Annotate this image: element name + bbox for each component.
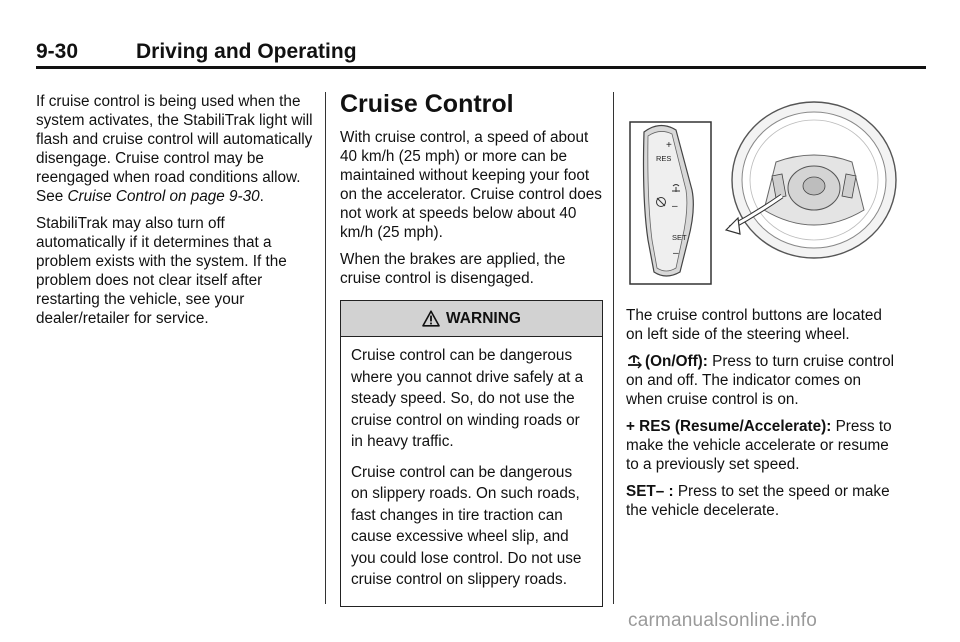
steering-wheel-icon [732, 102, 896, 258]
set-description: SET– : Press to set the speed or make the vehicle decelerate. [626, 483, 890, 519]
watermark: carmanualsonline.info [628, 610, 818, 631]
plus-glyph: + [666, 140, 672, 151]
buttons-location-paragraph: The cruise control buttons are located on left side of the steering wheel. [626, 307, 882, 343]
cruise-intro-paragraph: With cruise control, a speed of about 40 km/h (25 mph) or more can be maintained without keeping your foot on the accelerator. Cruise control does not work at speeds below about 40 km/h (25 mph). [340, 129, 602, 241]
page-header [36, 36, 926, 70]
steering-wheel-illustration [626, 90, 898, 292]
onoff-description: (On/Off): Press to turn cruise control on and off. The indicator comes on when cruise control is on. [626, 353, 895, 408]
middle-column [340, 90, 604, 607]
cross-reference-link[interactable]: Cruise Control on page 9-30 [67, 188, 260, 205]
cruise-onoff-icon [626, 353, 642, 369]
section-heading: Driving and Operating [136, 40, 357, 63]
resume-label: + RES (Resume/Accelerate): [626, 418, 832, 435]
cruise-buttons-diagram [626, 90, 898, 292]
onoff-label: (On/Off): [645, 353, 708, 370]
left-column [36, 92, 314, 336]
right-column [626, 90, 898, 528]
warning-box [340, 300, 603, 607]
warning-paragraph: Cruise control can be dangerous where you cannot drive safely at a steady speed. So, do not use the cruise control on winding roads or in heavy traffic. [351, 347, 584, 450]
res-label: RES [656, 154, 672, 163]
warning-icon [422, 310, 440, 327]
header-rule [36, 66, 926, 69]
cruise-control-title: Cruise Control [340, 90, 514, 118]
stabilitrak-off-paragraph: StabiliTrak may also turn off automatically if it determines that a problem exists with the system. If the problem does not clear itself after restarting the vehicle, see your dealer/retailer for service. [36, 215, 287, 327]
warning-header [341, 301, 602, 337]
minus-glyph: – [672, 201, 678, 212]
page-number: 9-30 [36, 40, 79, 63]
set-label-text: SET– : [626, 483, 674, 500]
resume-description: + RES (Resume/Accelerate): Press to make the vehicle accelerate or resume to a previously set speed. [626, 418, 892, 473]
set-label: SET [672, 233, 687, 242]
warning-body [341, 337, 602, 606]
brakes-paragraph: When the brakes are applied, the cruise control is disengaged. [340, 251, 566, 287]
warning-label: WARNING [446, 310, 521, 327]
column-divider [613, 92, 614, 604]
minus-glyph: – [673, 248, 679, 259]
column-divider [325, 92, 326, 604]
stabilitrak-paragraph: If cruise control is being used when the system activates, the StabiliTrak light will flash and cruise control will automatically disengage. Cruise control may be reengaged when road conditions allow. See Cruise Control on page 9-30. [36, 93, 313, 205]
warning-paragraph: Cruise control can be dangerous on slippery roads. On such roads, fast changes in tire traction can cause excessive wheel slip, and you could lose control. Do not use cruise control on slippery roads. [351, 463, 582, 588]
